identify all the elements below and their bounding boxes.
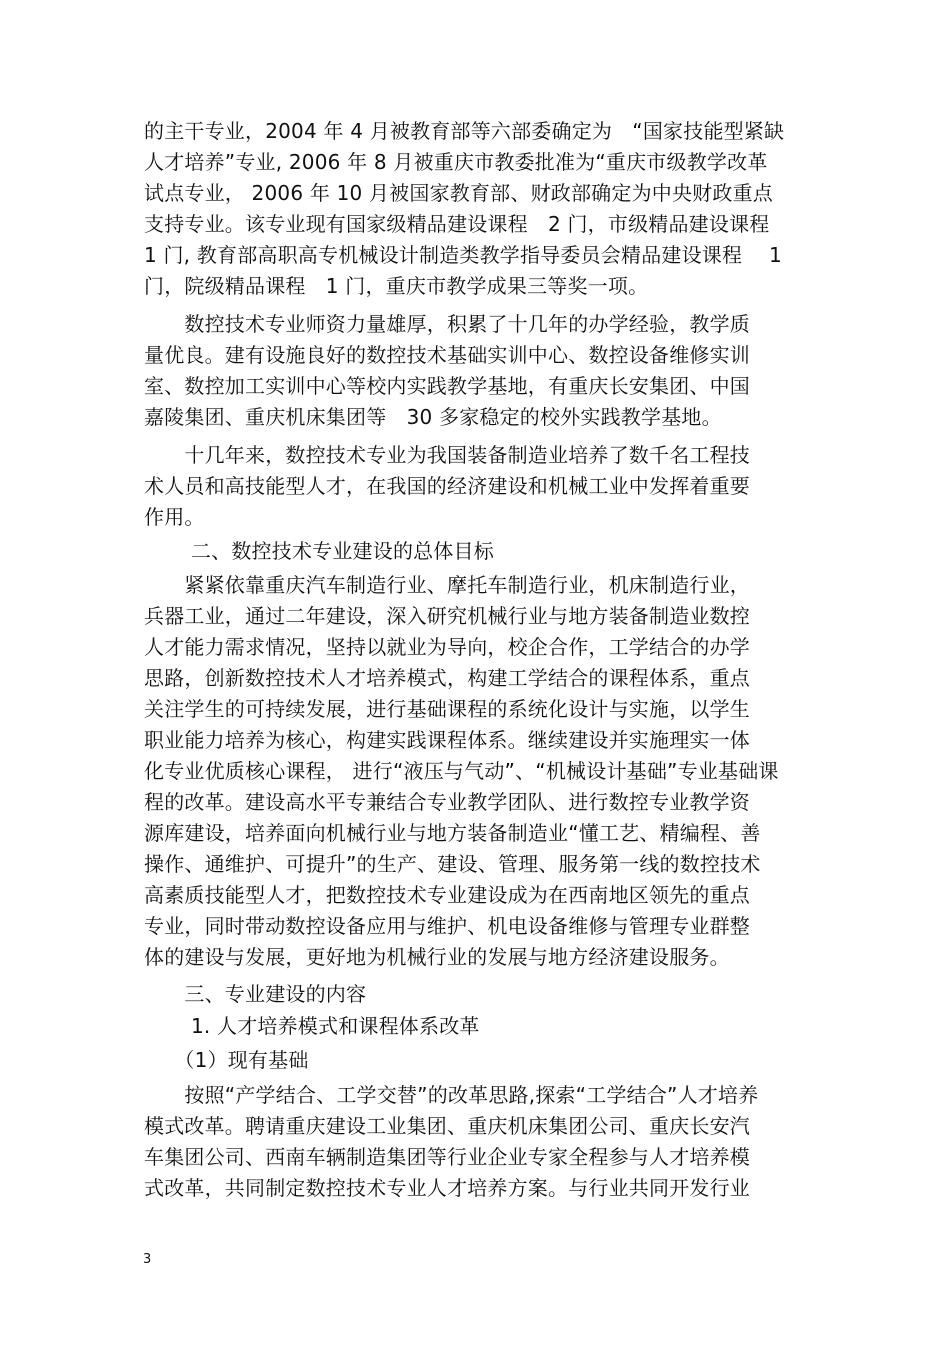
text-line: （1）现有基础: [144, 1048, 309, 1072]
text-line: 高素质技能型人才，把数控技术专业建设成为在西南地区领先的重点: [144, 883, 750, 907]
text-line: 源库建设，培养面向机械行业与地方装备制造业“懂工艺、精编程、善: [144, 821, 761, 845]
text-line: 十几年来，数控技术专业为我国装备制造业培养了数千名工程技: [144, 443, 750, 467]
text-line: 体的建设与发展，更好地为机械行业的发展与地方经济建设服务。: [144, 945, 730, 969]
text-line: 模式改革。聘请重庆建设工业集团、重庆机床集团公司、重庆长安汽: [144, 1114, 750, 1138]
text-line: 三、专业建设的内容: [144, 982, 367, 1006]
text-line: 支持专业。该专业现有国家级精品建设课程 2 门，市级精品建设课程: [144, 212, 770, 236]
text-line: 程的改革。建设高水平专兼结合专业教学团队、进行数控专业教学资: [144, 790, 750, 814]
text-line: 量优良。建有设施良好的数控技术基础实训中心、数控设备维修实训: [144, 343, 750, 367]
text-line: 1 门, 教育部高职高专机械设计制造类教学指导委员会精品建设课程 1: [144, 243, 782, 267]
text-line: 化专业优质核心课程， 进行“液压与气动”、“机械设计基础”专业基础课: [144, 759, 779, 783]
text-line: 门，院级精品课程 1 门，重庆市教学成果三等奖一项。: [144, 274, 649, 298]
text-line: 人才能力需求情况，坚持以就业为导向，校企合作，工学结合的办学: [144, 635, 750, 659]
text-line: 式改革，共同制定数控技术专业人才培养方案。与行业共同开发行业: [144, 1176, 750, 1200]
text-line: 室、数控加工实训中心等校内实践教学基地，有重庆长安集团、中国: [144, 374, 750, 398]
text-line: 1. 人才培养模式和课程体系改革: [144, 1014, 480, 1038]
text-line: 专业，同时带动数控设备应用与维护、机电设备维修与管理专业群整: [144, 914, 750, 938]
text-line: 术人员和高技能型人才，在我国的经济建设和机械工业中发挥着重要: [144, 474, 750, 498]
text-line: 作用。: [144, 505, 205, 529]
text-line: 职业能力培养为核心，构建实践课程体系。继续建设并实施理实一体: [144, 728, 750, 752]
text-line: 按照“产学结合、工学交替”的改革思路,探索“工学结合”人才培养: [144, 1083, 759, 1107]
text-line: 二、数控技术专业建设的总体目标: [144, 539, 494, 563]
text-line: 数控技术专业师资力量雄厚，积累了十几年的办学经验，教学质: [144, 312, 750, 336]
text-line: 试点专业， 2006 年 10 月被国家教育部、财政部确定为中央财政重点: [144, 181, 773, 205]
text-line: 关注学生的可持续发展，进行基础课程的系统化设计与实施，以学生: [144, 697, 750, 721]
text-line: 操作、通维护、可提升”的生产、建设、管理、服务第一线的数控技术: [144, 852, 761, 876]
text-line: 车集团公司、西南车辆制造集团等行业企业专家全程参与人才培养模: [144, 1145, 750, 1169]
text-line: 嘉陵集团、重庆机床集团等 30 多家稳定的校外实践教学基地。: [144, 405, 722, 429]
page-number: 3: [143, 1252, 152, 1267]
text-line: 的主干专业，2004 年 4 月被教育部等六部委确定为 “国家技能型紧缺: [144, 119, 785, 143]
text-line: 思路，创新数控技术人才培养模式，构建工学结合的课程体系，重点: [144, 666, 750, 690]
text-line: 兵器工业，通过二年建设，深入研究机械行业与地方装备制造业数控: [144, 604, 750, 628]
text-line: 紧紧依靠重庆汽车制造行业、摩托车制造行业，机床制造行业，: [144, 573, 750, 597]
text-line: 人才培养”专业, 2006 年 8 月被重庆市教委批准为“重庆市级教学改革: [144, 150, 768, 174]
